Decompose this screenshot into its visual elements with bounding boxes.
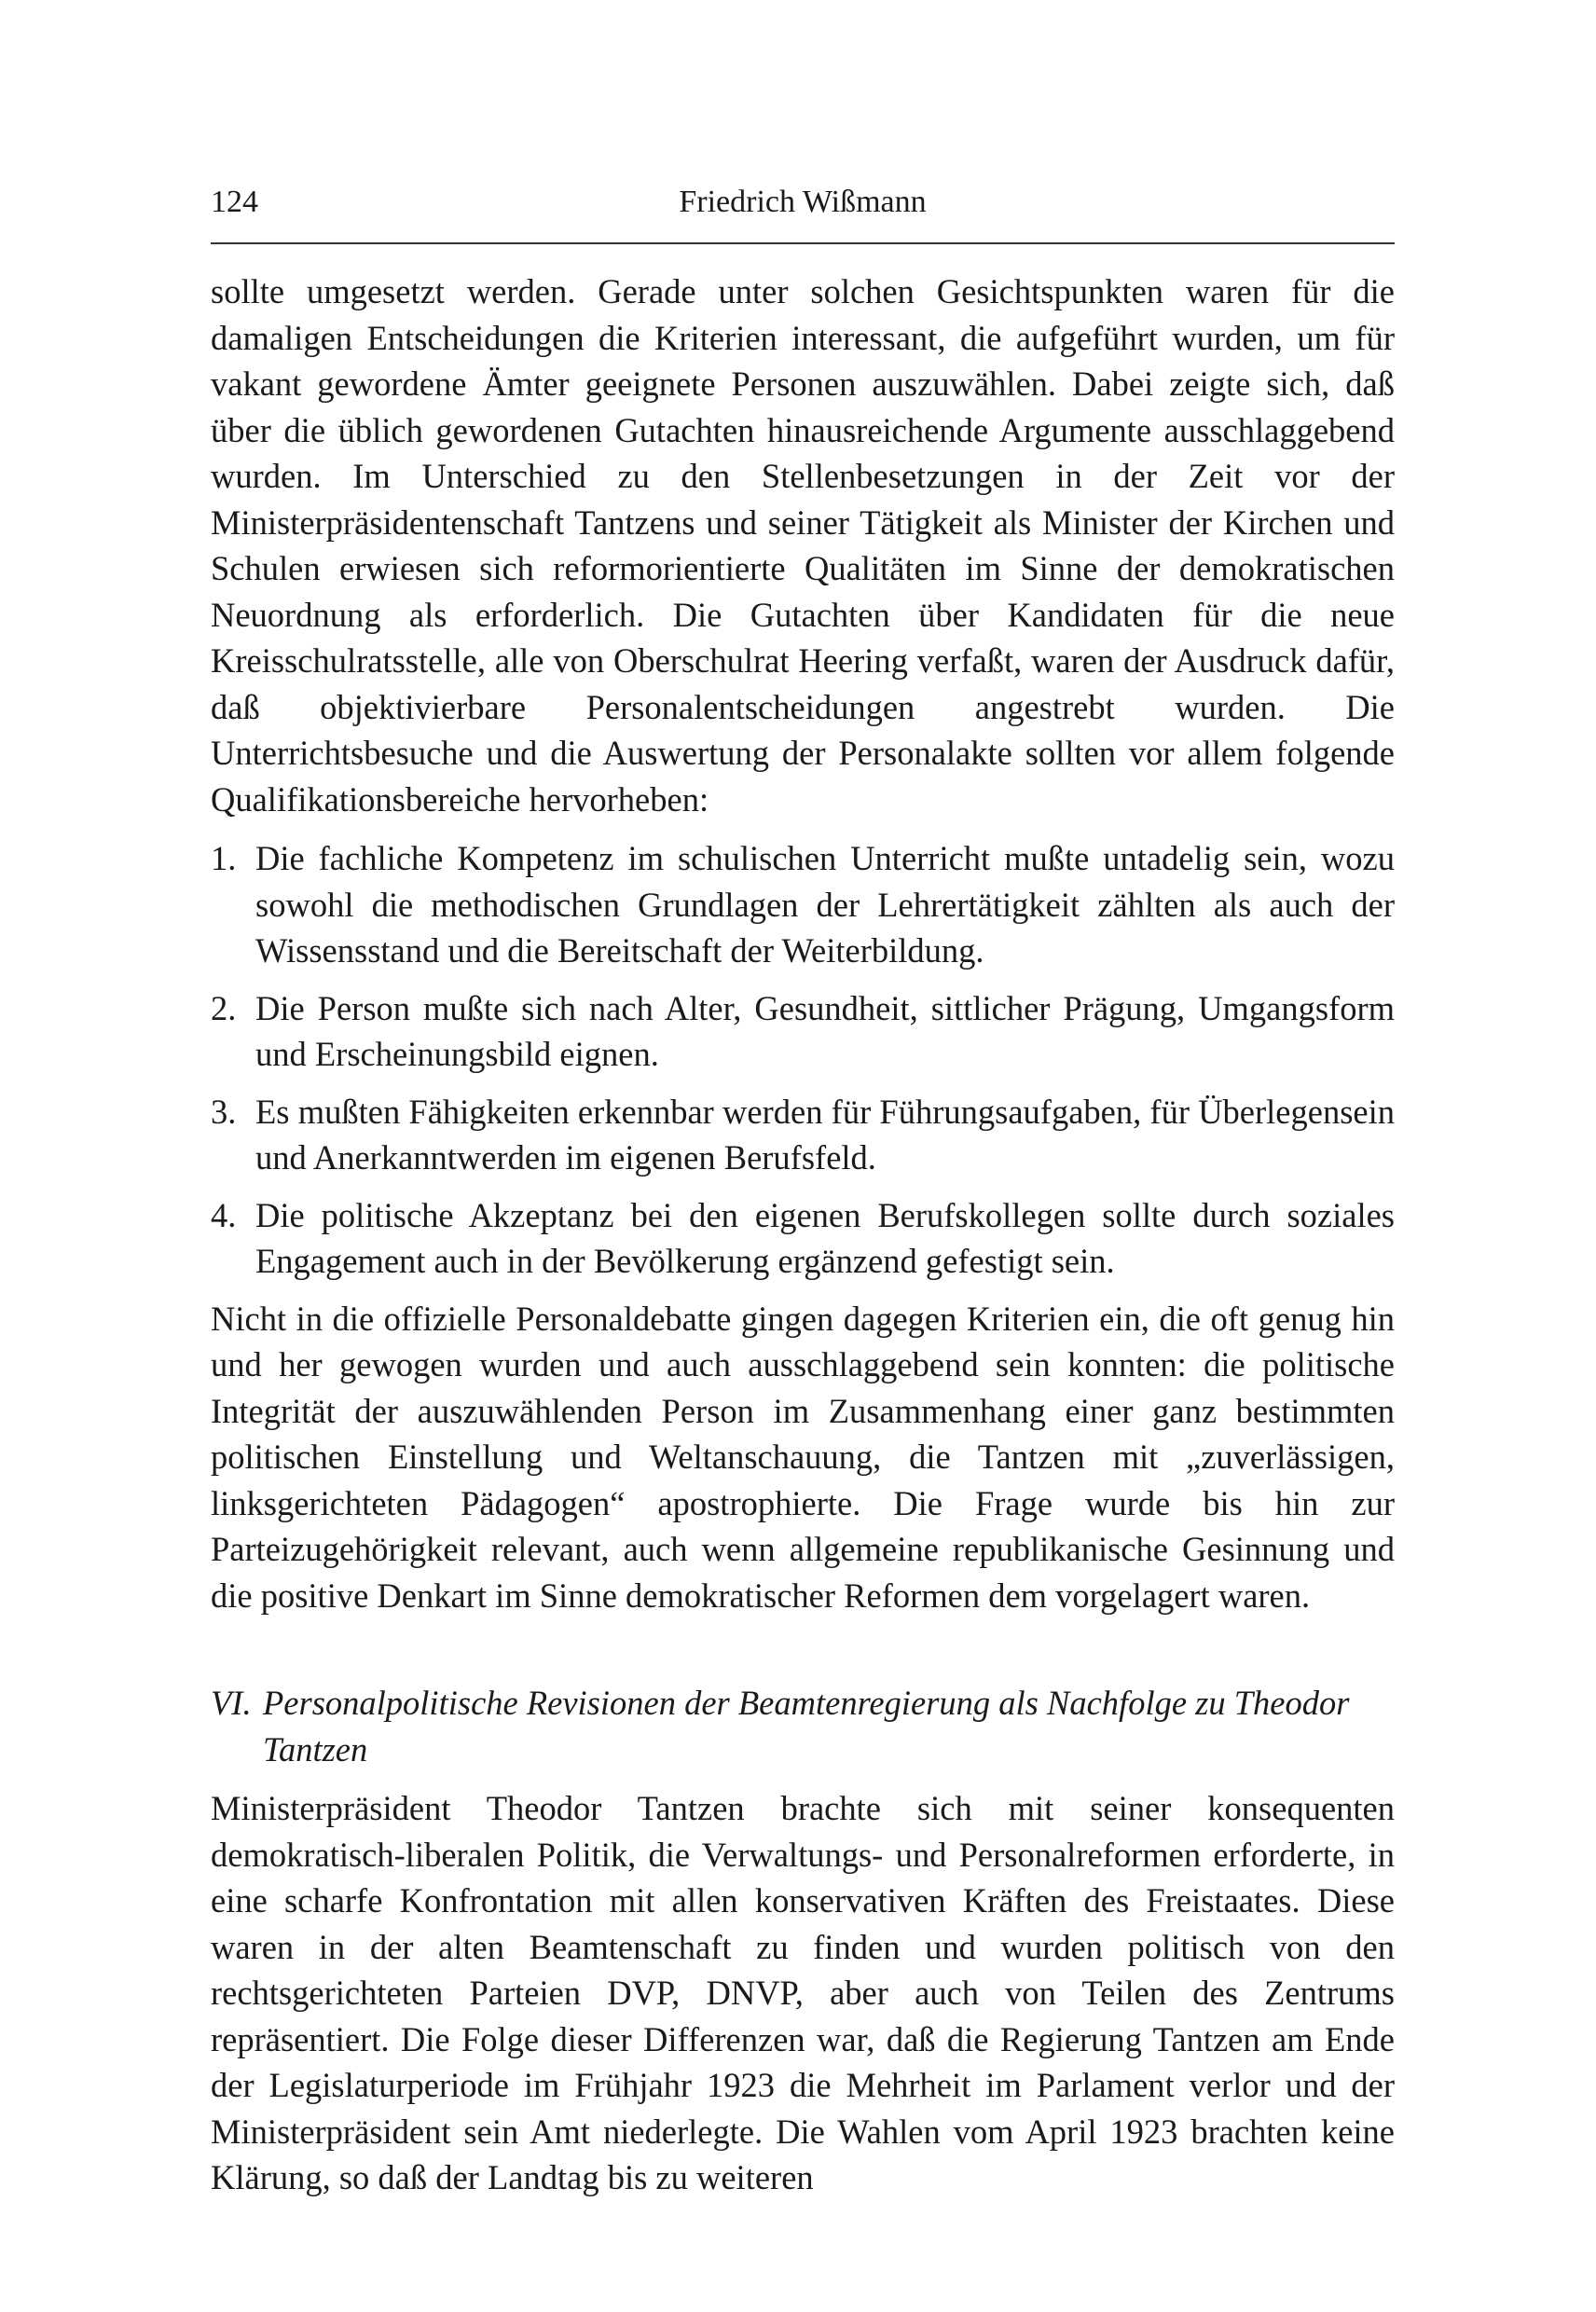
body-paragraph-2: Nicht in die offizielle Personaldebatte gingen dagegen Kriterien ein, die oft genug hin und her gewogen wurden und auch ausschlaggebend sein konnten: die politische Integrität der auszuwählenden Person im Zusammenhang einer ganz bestimmten politischen Einstellung und Weltanschauung, die Tantzen mit „zuverlässigen, linksgerichteten Pädagogen“ apostrophierte. Die Frage wurde bis hin zur Parteizugehörigkeit relevant, auch wenn allgemeine republikanische Gesinnung und die positive Denkart im Sinne demokratischer Reformen dem vorgelagert waren. [211,1299,1395,1615]
list-item-number: 1. [211,839,237,877]
list-item-number: 3. [211,1092,237,1131]
section-title: Personalpolitische Revisionen der Beamtenregierung als Nachfolge zu Theodor Tantzen [263,1684,1350,1768]
criteria-list-item [211,835,1395,974]
criteria-list-item [211,1192,1395,1285]
page-number: 124 [211,185,258,219]
section-heading [211,1680,1395,1772]
body-paragraph-3: Ministerpräsident Theodor Tantzen brachte sich mit seiner konsequenten demokratisch-liberalen Politik, die Verwaltungs- und Personalreformen erforderte, in eine scharfe Konfrontation mit allen konservativen Kräften des Freistaates. Diese waren in der alten Beamtenschaft zu finden und wurden politisch von den rechtsgerichteten Parteien DVP, DNVP, aber auch von Teilen des Zentrums repräsentiert. Die Folge dieser Differenzen war, daß die Regierung Tantzen am Ende der Legislaturperiode im Frühjahr 1923 die Mehrheit im Parlament verlor und der Ministerpräsident sein Amt niederlegte. Die Wahlen vom April 1923 brachten keine Klärung, so daß der Landtag bis zu weiteren [211,1789,1395,2196]
list-item-text: Es mußten Fähigkeiten erkennbar werden für Führungsaufgaben, für Überlegensein und Anerkanntwerden im eigenen Berufsfeld. [255,1092,1395,1177]
list-item-text: Die Person mußte sich nach Alter, Gesundheit, sittlicher Prägung, Umgangsform und Erscheinungsbild eignen. [255,988,1395,1073]
running-head [211,177,1395,227]
header-rule [211,242,1395,244]
list-item-number: 2. [211,988,237,1027]
running-head-author: Friedrich Wißmann [679,185,927,219]
body-paragraph-1: sollte umgesetzt werden. Gerade unter solchen Gesichtspunkten waren für die damaligen Entscheidungen die Kriterien interessant, die aufgeführt wurden, um für vakant gewordene Ämter geeignete Personen auszuwählen. Dabei zeigte sich, daß über die üblich gewordenen Gutachten hinausreichende Argumente ausschlaggebend wurden. Im Unterschied zu den Stellenbesetzungen in der Zeit vor der Ministerpräsidentenschaft Tantzens und seiner Tätigkeit als Minister der Kirchen und Schulen erwiesen sich reformorientierte Qualitäten im Sinne der demokratischen Neuordnung als erforderlich. Die Gutachten über Kandidaten für die neue Kreisschulratsstelle, alle von Oberschulrat Heering verfaßt, waren der Ausdruck dafür, daß objektivierbare Personalentscheidungen angestrebt wurden. Die Unterrichtsbesuche und die Auswertung der Personalakte sollten vor allem folgende Qualifikationsbereiche hervorheben: [211,272,1395,819]
book-page [211,177,1395,2201]
criteria-list-item [211,1089,1395,1181]
list-item-text: Die fachliche Kompetenz im schulischen Unterricht mußte untadelig sein, wozu sowohl die methodischen Grundlagen der Lehrertätigkeit zählten als auch der Wissensstand und die Bereitschaft der Weiterbildung. [255,839,1395,970]
list-item-number: 4. [211,1195,237,1234]
list-item-text: Die politische Akzeptanz bei den eigenen Berufskollegen sollte durch soziales Engagement auch in der Bevölkerung ergänzend gefestigt sein. [255,1195,1395,1280]
section-number: VI. [211,1684,252,1722]
criteria-list [211,835,1395,1285]
criteria-list-item [211,985,1395,1078]
